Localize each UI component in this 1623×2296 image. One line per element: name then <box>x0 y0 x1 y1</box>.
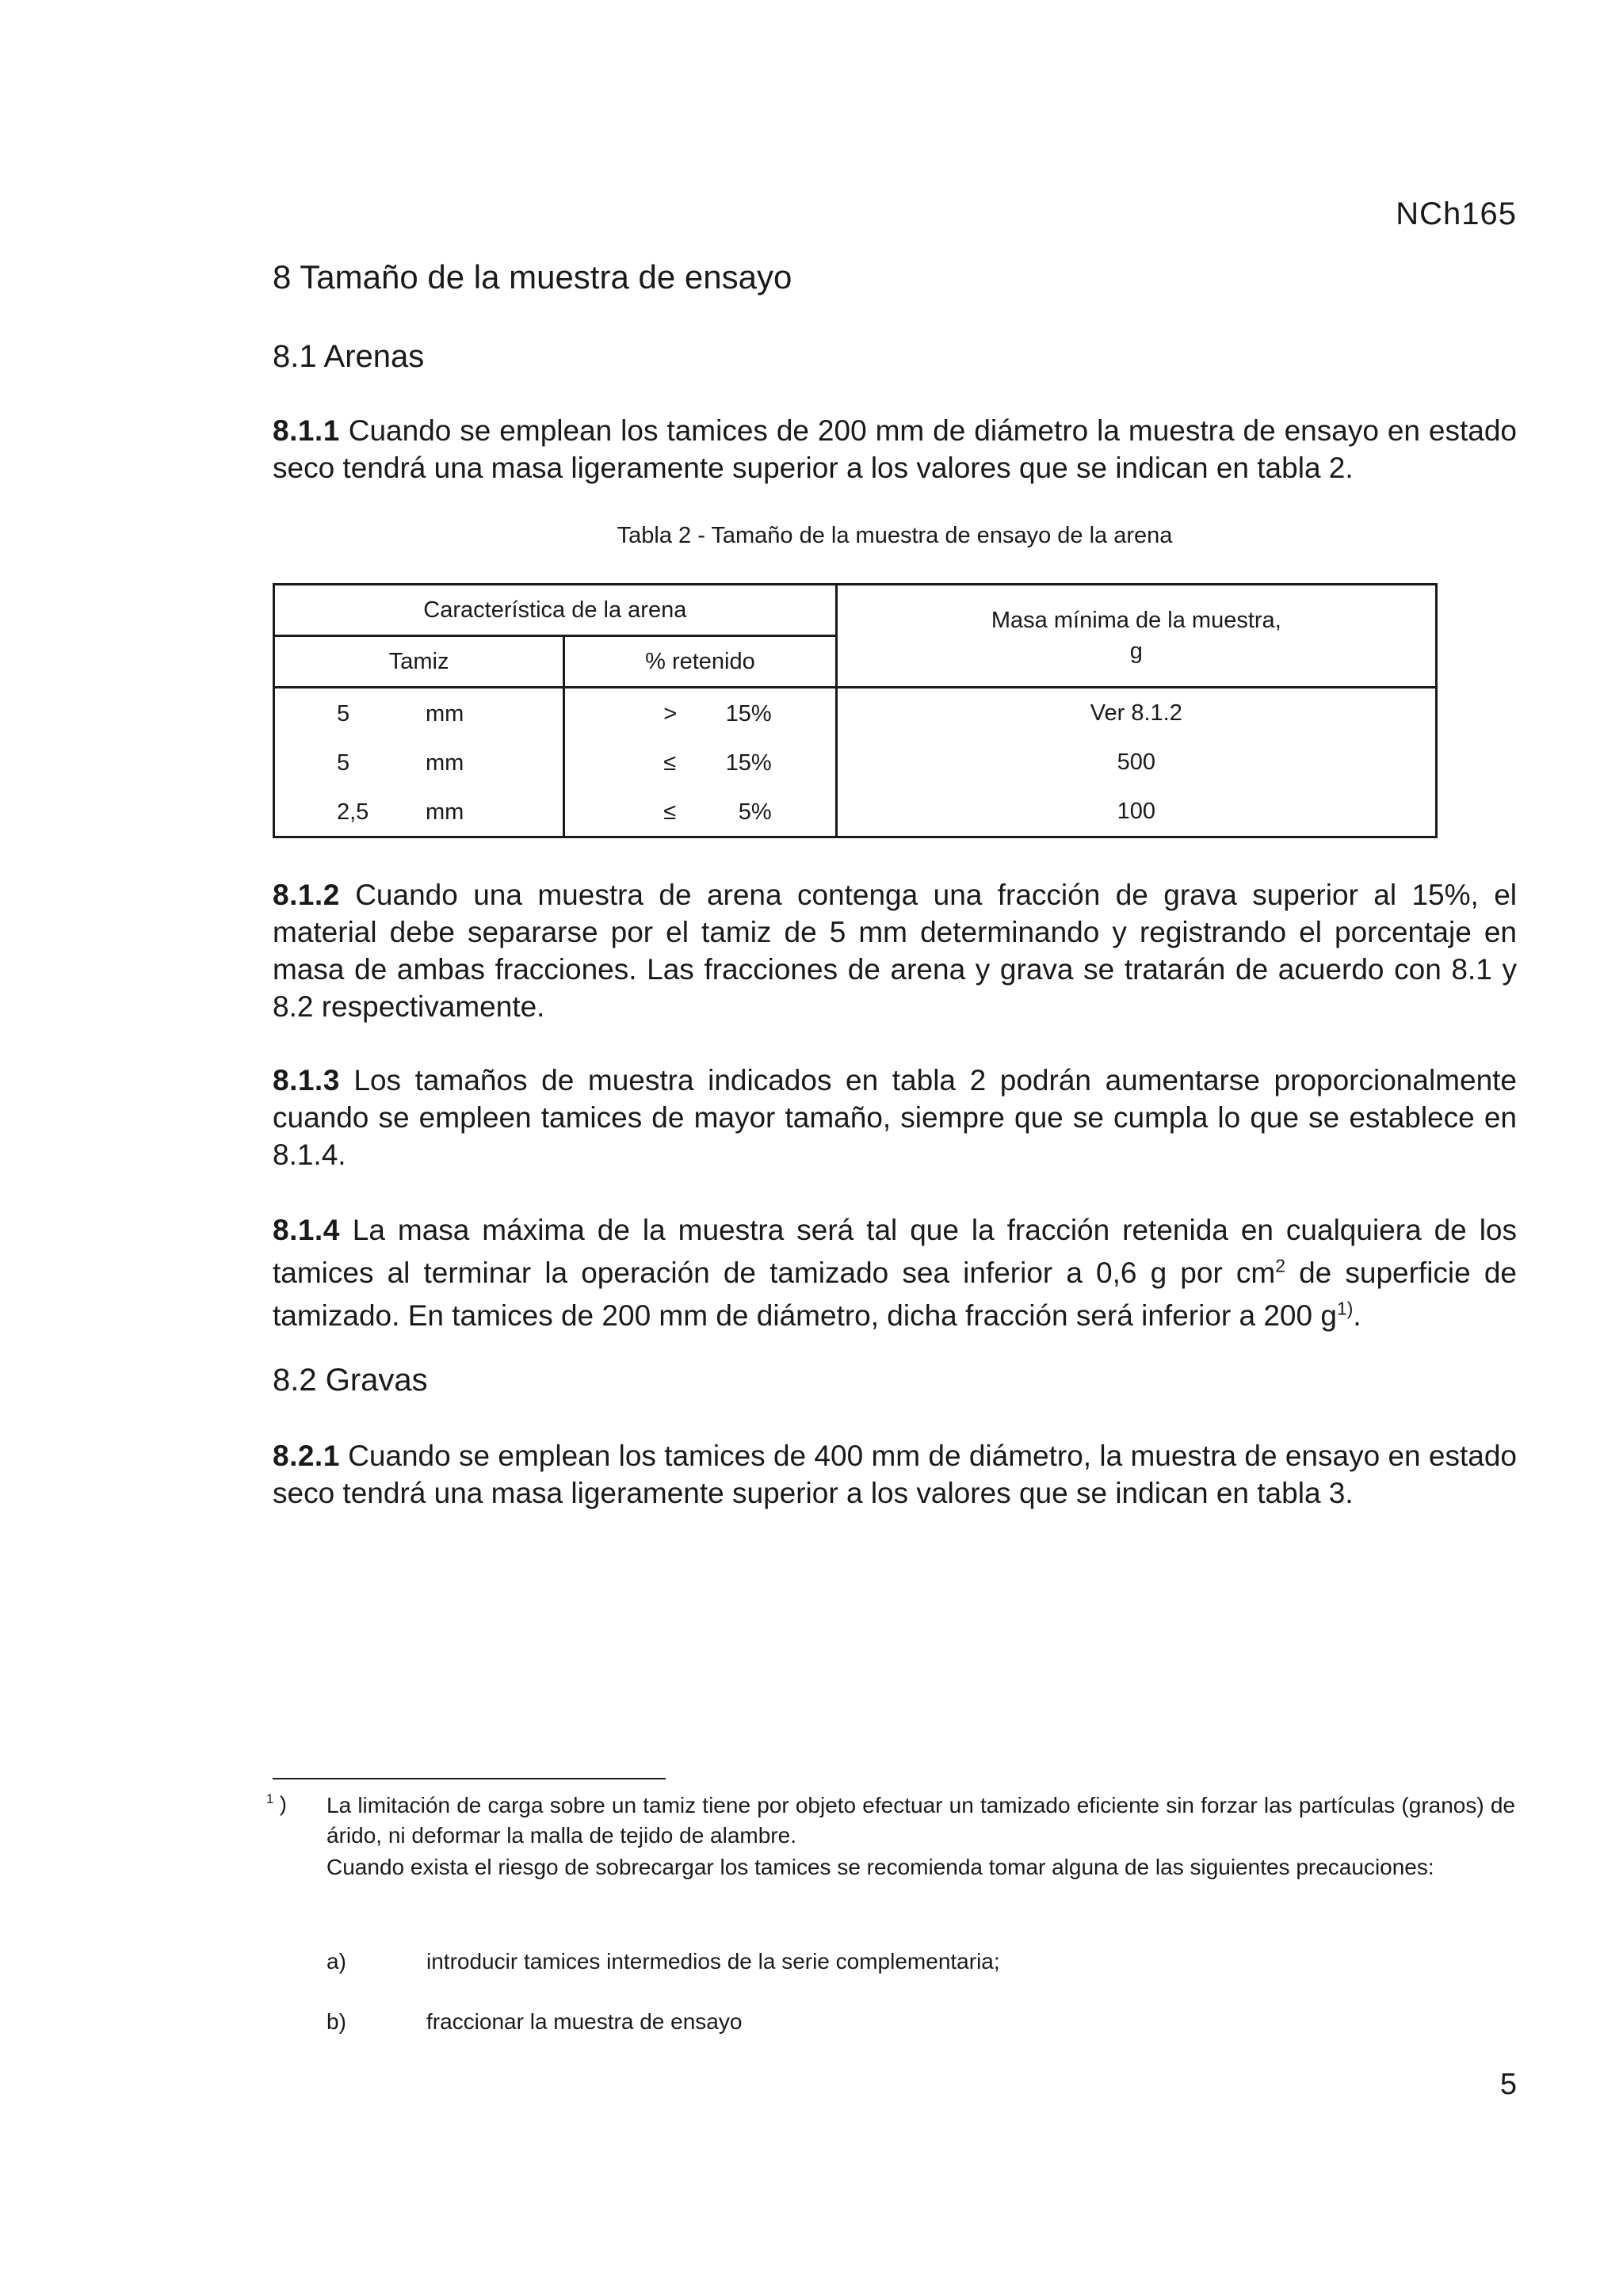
footnote-list-item <box>327 1949 1000 1974</box>
cell-retenido <box>564 787 836 837</box>
cell-retenido <box>564 688 836 738</box>
list-item-label: a) <box>327 1949 346 1974</box>
percent-value: 15% <box>725 750 772 776</box>
cell-retenido <box>564 738 836 787</box>
tamiz-unit: mm <box>426 701 464 727</box>
paragraph-text: de superficie de tamizado. En tamices de 200 mm de diámetro, dicha fracción será inferior a 200 g <box>273 1257 1517 1332</box>
header-masa-minima <box>836 585 1436 688</box>
section-8-heading: 8 Tamaño de la muestra de ensayo <box>273 258 792 296</box>
tamiz-value: 5 <box>337 750 350 776</box>
list-item-text: introducir tamices intermedios de la serie complementaria; <box>426 1949 1000 1974</box>
header-caracteristica: Característica de la arena <box>274 585 837 636</box>
table-2 <box>273 583 1438 838</box>
paragraph-text: La masa máxima de la muestra será tal que la fracción retenida en cualquiera de los tamices al terminar la operación de tamizado sea inferior a 0,6 g por cm <box>273 1214 1518 1289</box>
clause-number: 8.2.1 <box>273 1440 340 1472</box>
table-row <box>274 738 1437 787</box>
cell-masa: Ver 8.1.2 <box>836 688 1436 738</box>
footnote-list-item <box>327 2009 742 2035</box>
footnote-marker-paren: ) <box>273 1792 287 1816</box>
table-row <box>274 787 1437 837</box>
paragraph-8-2-1 <box>273 1437 1517 1512</box>
list-item-label: b) <box>327 2009 346 2034</box>
comparison-operator: ≤ <box>663 750 677 776</box>
percent-value: 15% <box>725 701 772 727</box>
footnote-text-2: Cuando exista el riesgo de sobrecargar los tamices se recomienda tomar alguna de las siguientes precauciones: <box>327 1855 1434 1879</box>
tamiz-unit: mm <box>426 750 464 776</box>
paragraph-8-1-1 <box>273 412 1517 486</box>
paragraph-8-1-4 <box>273 1209 1517 1337</box>
paragraph-text: . <box>1353 1299 1361 1332</box>
footnote-marker-number: 1 <box>266 1791 274 1806</box>
footnote-marker <box>266 1792 287 1817</box>
paragraph-text: Cuando se emplean los tamices de 200 mm de diámetro la muestra de ensayo en estado seco tendrá una masa ligeramente superior a los valores que se indican en tabla 2. <box>273 414 1518 484</box>
superscript-2: 2 <box>1275 1255 1285 1276</box>
comparison-operator: ≤ <box>663 799 677 825</box>
tamiz-value: 5 <box>337 701 350 727</box>
cell-masa: 500 <box>836 738 1436 787</box>
section-8-2-heading: 8.2 Gravas <box>273 1363 428 1398</box>
document-code: NCh165 <box>1396 196 1517 231</box>
paragraph-text: Los tamaños de muestra indicados en tabla 2 podrán aumentarse proporcionalmente cuando se empleen tamices de mayor tamaño, siempre que se cumpla lo que se establece en 8.1.4. <box>273 1064 1518 1171</box>
table-row <box>274 688 1437 738</box>
paragraph-text: Cuando se emplean los tamices de 400 mm de diámetro, la muestra de ensayo en estado seco tendrá una masa ligeramente superior a los valores que se indican en tabla 3. <box>273 1440 1517 1509</box>
comparison-operator: > <box>663 701 678 727</box>
footnote-text-1: La limitación de carga sobre un tamiz tiene por objeto efectuar un tamizado eficiente sin forzar las partículas (granos) de árido, ni deformar la malla de tejido de alambre. <box>327 1793 1515 1848</box>
cell-tamiz <box>274 787 564 837</box>
header-masa-unit: g <box>1129 638 1143 664</box>
footnote-reference: 1) <box>1336 1298 1354 1319</box>
clause-number: 8.1.3 <box>273 1064 340 1097</box>
clause-number: 8.1.1 <box>273 414 340 447</box>
clause-number: 8.1.4 <box>273 1214 340 1246</box>
percent-value: 5% <box>738 799 772 825</box>
cell-masa: 100 <box>836 787 1436 837</box>
cell-tamiz <box>274 688 564 738</box>
list-item-text: fraccionar la muestra de ensayo <box>426 2009 743 2034</box>
page-number: 5 <box>1499 2068 1517 2101</box>
tamiz-value: 2,5 <box>337 799 369 825</box>
paragraph-8-1-3 <box>273 1062 1517 1173</box>
footnote-separator <box>273 1778 666 1779</box>
cell-tamiz <box>274 738 564 787</box>
header-tamiz: Tamiz <box>274 636 564 688</box>
paragraph-8-1-2 <box>273 876 1517 1025</box>
section-8-1-heading: 8.1 Arenas <box>273 339 425 374</box>
tamiz-unit: mm <box>426 799 464 825</box>
clause-number: 8.1.2 <box>273 879 340 911</box>
table-2-caption: Tabla 2 - Tamaño de la muestra de ensayo de la arena <box>617 523 1173 548</box>
paragraph-text: Cuando una muestra de arena contenga una fracción de grava superior al 15%, el material debe separarse por el tamiz de 5 mm determinando y registrando el porcentaje en masa de ambas fracciones. Las fracciones de arena y grava se tratarán de acuerdo con 8.1 y 8.2 respectivamente. <box>273 879 1517 1023</box>
header-retenido: % retenido <box>564 636 836 688</box>
header-masa-line1: Masa mínima de la muestra, <box>991 607 1281 633</box>
